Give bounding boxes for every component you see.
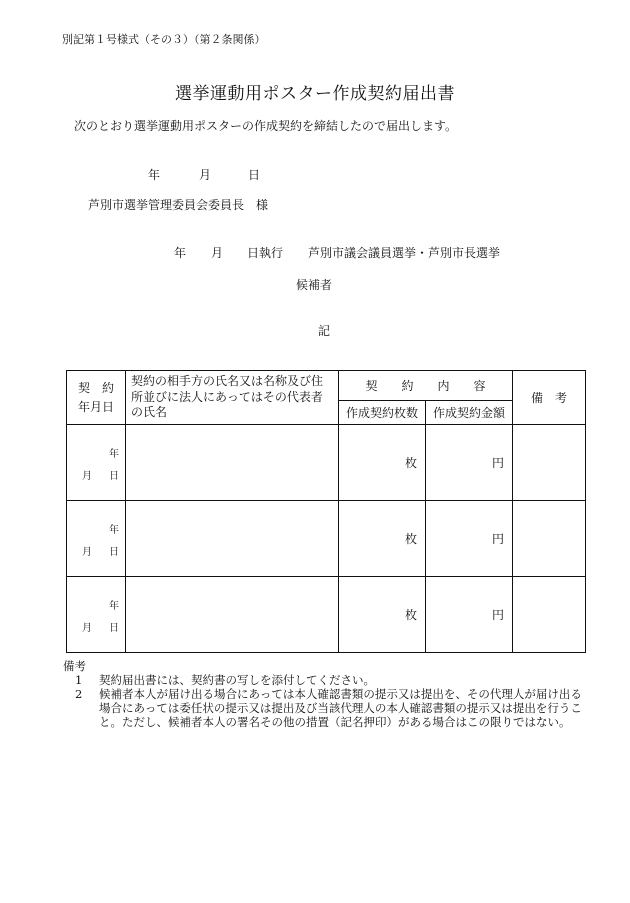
notes-heading: 備考 — [63, 659, 86, 673]
header-counterparty: 契約の相手方の氏名又は名称及び住所並びに法人にあってはその代表者の氏名 — [126, 371, 339, 425]
row-month-label: 月 — [82, 547, 92, 558]
row-date-cell[interactable] — [67, 425, 126, 501]
row-count-cell[interactable] — [339, 425, 426, 501]
note-text: 契約届出書には、契約書の写しを添付してください。 — [99, 673, 375, 687]
row-day-label: 日 — [109, 623, 119, 634]
contract-table — [66, 370, 586, 653]
date-month-label: 月 — [199, 168, 212, 182]
row-notes-cell[interactable] — [513, 577, 586, 653]
row-count-unit: 枚 — [404, 456, 417, 470]
row-count-unit: 枚 — [404, 608, 417, 622]
row-month-label: 月 — [82, 471, 92, 482]
note-number: 2 — [75, 687, 83, 701]
row-notes-cell[interactable] — [513, 501, 586, 577]
row-amount-cell[interactable] — [426, 577, 513, 653]
row-counterparty-cell[interactable] — [126, 501, 339, 577]
note-text: 候補者本人が届け出る場合にあっては本人確認書類の提示又は提出を、その代理人が届け出る場合にあっては委任状の提示又は提出及び当該代理人の本人確認書類の提示又は提出を行うこと。ただし、候補者本人の署名その他の措置（記名押印）がある場合はこの限りではない。 — [99, 687, 582, 729]
ki-label: 記 — [318, 324, 331, 338]
addressee: 芦別市選挙管理委員会委員長 様 — [88, 198, 269, 212]
table-row — [67, 577, 586, 653]
election-month-label: 月 — [211, 246, 224, 260]
notes-section — [63, 659, 593, 729]
row-year-label: 年 — [109, 525, 119, 536]
note-number: 1 — [75, 673, 83, 687]
row-counterparty-cell[interactable] — [126, 425, 339, 501]
header-contract-content: 契 約 内 容 — [339, 371, 513, 401]
note-item — [63, 687, 593, 729]
header-notes: 備 考 — [513, 371, 586, 425]
row-month-label: 月 — [82, 623, 92, 634]
election-name: 芦別市議会議員選挙・芦別市長選挙 — [308, 246, 501, 260]
row-day-label: 日 — [109, 547, 119, 558]
election-year-label: 年 — [174, 246, 187, 260]
row-year-label: 年 — [109, 449, 119, 460]
row-year-label: 年 — [109, 601, 119, 612]
row-notes-cell[interactable] — [513, 425, 586, 501]
row-amount-unit: 円 — [492, 608, 505, 622]
header-contract-amount: 作成契約金額 — [426, 401, 513, 425]
row-date-cell[interactable] — [67, 577, 126, 653]
intro-text: 次のとおり選挙運動用ポスターの作成契約を締結したので届出します。 — [74, 119, 458, 133]
header-contract-count: 作成契約枚数 — [339, 401, 426, 425]
row-date-cell[interactable] — [67, 501, 126, 577]
form-number: 別記第１号様式（その３）（第２条関係） — [62, 33, 266, 46]
row-amount-cell[interactable] — [426, 425, 513, 501]
row-count-cell[interactable] — [339, 577, 426, 653]
table-row — [67, 501, 586, 577]
date-year-label: 年 — [148, 168, 161, 182]
row-day-label: 日 — [109, 471, 119, 482]
row-amount-unit: 円 — [492, 456, 505, 470]
row-amount-unit: 円 — [492, 532, 505, 546]
row-count-unit: 枚 — [404, 532, 417, 546]
row-amount-cell[interactable] — [426, 501, 513, 577]
note-item — [63, 673, 593, 687]
row-counterparty-cell[interactable] — [126, 577, 339, 653]
table-row — [67, 425, 586, 501]
header-contract-date: 契 約 年月日 — [67, 371, 126, 425]
date-day-label: 日 — [248, 168, 261, 182]
row-count-cell[interactable] — [339, 501, 426, 577]
candidate-label: 候補者 — [296, 278, 333, 292]
election-day-exec-label: 日執行 — [247, 246, 284, 260]
page-title: 選挙運動用ポスター作成契約届出書 — [175, 84, 455, 104]
